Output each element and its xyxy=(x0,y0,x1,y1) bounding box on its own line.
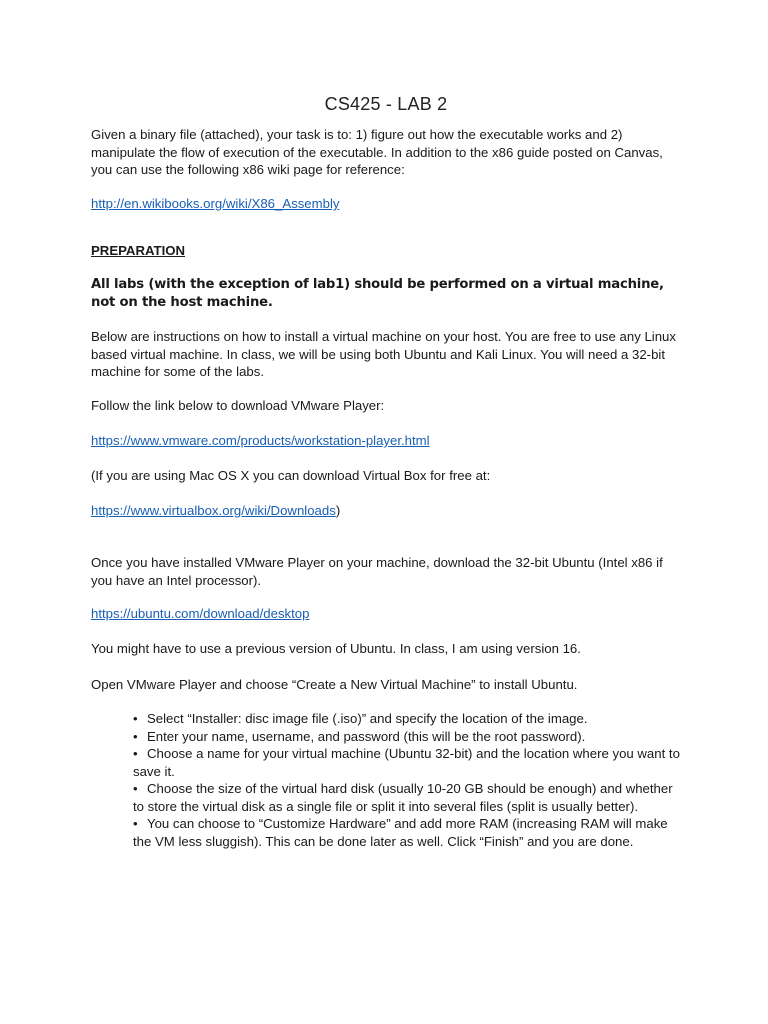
vm-notice: All labs (with the exception of lab1) should be performed on a virtual machine, not on the host machine. xyxy=(91,277,664,310)
virtualbox-close-paren: ) xyxy=(335,503,341,518)
bullet-icon: • xyxy=(133,711,138,726)
step-text: Choose the size of the virtual hard disk (usually 10-20 GB should be enough) and whether to store the virtual disk as a single file or split it into several files (split is usually better). xyxy=(133,781,673,814)
preparation-heading: PREPARATION xyxy=(91,243,186,258)
ubuntu-download-paragraph: Once you have installed VMware Player on your machine, download the 32-bit Ubuntu (Intel x86 if you have an Intel processor). xyxy=(91,555,663,588)
open-vmware-text: Open VMware Player and choose “Create a New Virtual Machine” to install Ubuntu. xyxy=(91,677,578,692)
ubuntu-link-line xyxy=(91,605,681,623)
intro-paragraph: Given a binary file (attached), your task is to: 1) figure out how the executable works and 2) manipulate the flow of execution of the executable. In addition to the x86 guide posted on Canvas, you can use the following x86 wiki page for reference: xyxy=(91,127,663,177)
bullet-icon: • xyxy=(133,746,138,761)
preparation-heading-line xyxy=(91,242,681,260)
page-title: CS425 - LAB 2 xyxy=(324,94,448,114)
step-text: Enter your name, username, and password (this will be the root password). xyxy=(147,728,586,744)
install-steps-list xyxy=(133,710,681,850)
mac-note-text: (If you are using Mac OS X you can download Virtual Box for free at: xyxy=(91,468,491,483)
list-item xyxy=(133,710,681,728)
list-item xyxy=(133,728,681,746)
step-text: Select “Installer: disc image file (.iso)” and specify the location of the image. xyxy=(147,711,588,726)
list-item xyxy=(133,745,681,780)
step-text: Choose a name for your virtual machine (Ubuntu 32-bit) and the location where you want to save it. xyxy=(133,746,680,779)
step-text: You can choose to “Customize Hardware” and add more RAM (increasing RAM will make the VM less sluggish). This can be done later as well. Click “Finish” and you are done. xyxy=(133,816,668,849)
install-intro-paragraph: Below are instructions on how to install a virtual machine on your host. You are free to use any Linux based virtual machine. In class, we will be using both Ubuntu and Kali Linux. You will need a 32-bit machine for some of the labs. xyxy=(91,329,676,379)
bullet-icon: • xyxy=(133,816,138,831)
virtualbox-link[interactable]: https://www.virtualbox.org/wiki/Downloads xyxy=(91,503,336,518)
vmware-follow-text: Follow the link below to download VMware Player: xyxy=(91,398,385,413)
virtualbox-link-line xyxy=(91,502,681,520)
bullet-icon: • xyxy=(133,781,138,796)
vmware-link-line xyxy=(91,432,681,450)
list-item xyxy=(133,780,681,815)
ubuntu-link[interactable]: https://ubuntu.com/download/desktop xyxy=(91,606,310,621)
list-item xyxy=(133,815,681,850)
version-note-text: You might have to use a previous version of Ubuntu. In class, I am using version 16. xyxy=(91,641,581,656)
wiki-link-line xyxy=(91,195,681,213)
bullet-icon: • xyxy=(133,728,138,744)
vmware-link[interactable]: https://www.vmware.com/products/workstation-player.html xyxy=(91,433,430,448)
wiki-link[interactable]: http://en.wikibooks.org/wiki/X86_Assembly xyxy=(91,196,340,211)
